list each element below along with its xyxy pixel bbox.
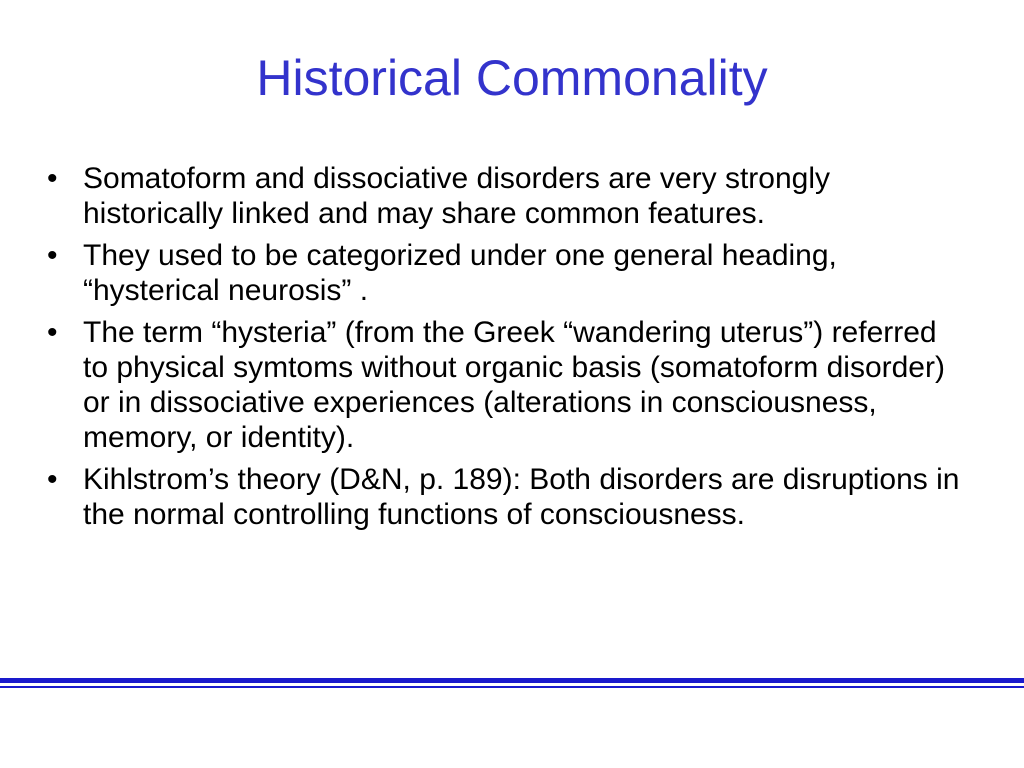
bullet-text: The term “hysteria” (from the Greek “wandering uterus”) referred to physical symtoms without organic basis (somatoform disorder) or in dissociative experiences (alterations in consciousness, memory, or identity). (83, 316, 945, 454)
footer-divider-thin-line (0, 686, 1024, 688)
bullet-text: They used to be categorized under one general heading, “hysterical neurosis” . (83, 239, 837, 307)
bullet-text: Somatoform and dissociative disorders are very strongly historically linked and may share common features. (83, 162, 830, 230)
bullet-text: Kihlstrom’s theory (D&N, p. 189): Both disorders are disruptions in the normal controlling functions of consciousness. (83, 463, 960, 531)
slide-title: Historical Commonality (256, 50, 768, 106)
bullet-marker: • (47, 463, 58, 496)
bullet-item (47, 315, 967, 455)
bullet-list (47, 161, 967, 539)
bullet-marker: • (47, 162, 58, 195)
footer-divider (0, 678, 1024, 689)
bullet-marker: • (47, 316, 58, 349)
bullet-item (47, 161, 967, 231)
bullet-marker: • (47, 239, 58, 272)
bullet-item (47, 238, 967, 308)
footer-divider-thick-line (0, 678, 1024, 683)
bullet-item (47, 462, 967, 532)
